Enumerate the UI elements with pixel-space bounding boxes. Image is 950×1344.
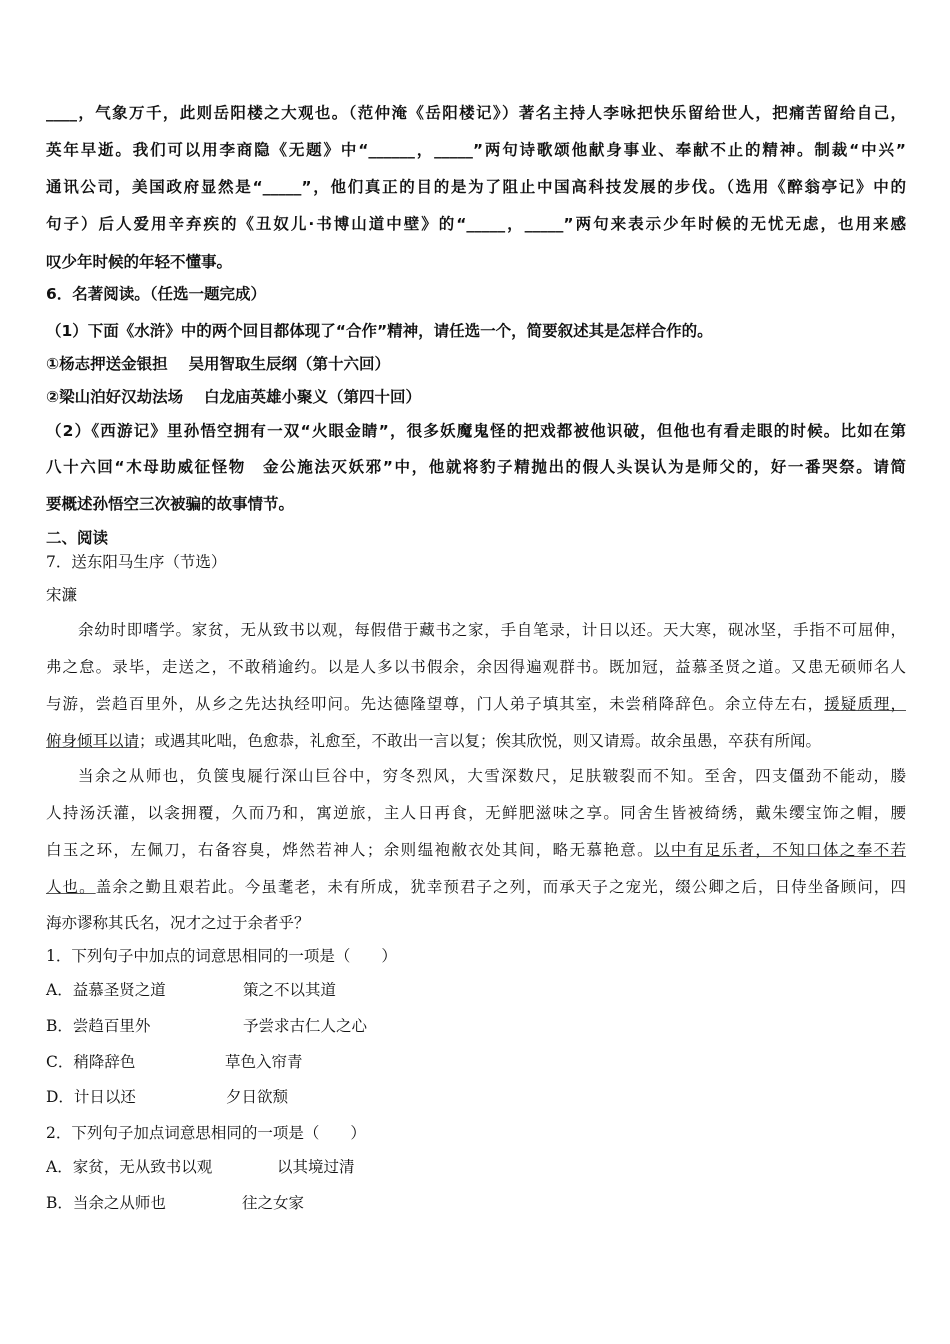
passage-line: 当余之从师也，负箧曳屣行深山巨谷中，穷冬烈风，大雪深数尺，足肤皲裂而不知。至舍，四支僵劲不能动，媵 (78, 767, 906, 785)
passage-text: 与游，尝趋百里外，从乡之先达执经叩问。先达德隆望尊，门人弟子填其室，未尝稍降辞色。余立侍左右， (46, 695, 825, 713)
passage-line: 海亦谬称其氏名，况才之过于余者乎？ (46, 914, 310, 932)
q7-title: 7．送东阳马生序（节选） (46, 553, 227, 571)
passage-line (46, 839, 906, 861)
passage-line: 余幼时即嗜学。家贫，无从致书以观，每假借于藏书之家，手自笔录，计日以还。天大寒，砚冰坚，手指不可屈伸， (78, 621, 906, 639)
option-pair: 以其境过清 (277, 1158, 355, 1176)
underlined-text: 人也。 (46, 878, 96, 896)
q6-part2-line: 要概述孙悟空三次被骗的故事情节。 (46, 495, 295, 513)
option-a (46, 1156, 906, 1178)
option-pair: 予尝求古仁人之心 (243, 1017, 368, 1035)
section-heading: 二、阅读 (46, 529, 109, 547)
option-pair: 往之女家 (242, 1194, 305, 1212)
poetry-line: 句子）后人爱用辛弃疾的《丑奴儿·书博山道中壁》的“_____，_____”两句来表示少年时候的无忧无虑，也用来感 (46, 215, 906, 233)
poetry-line: 英年早逝。我们可以用李商隐《无题》中“______，_____”两句诗歌颂他献身事业、奉献不止的精神。制裁“中兴” (46, 141, 906, 159)
option-pair: 夕日欲颓 (226, 1088, 289, 1106)
passage-line (46, 876, 906, 898)
q6-part2-line: 八十六回“木母助威征怪物 金公施法灭妖邪”中，他就将豹子精抛出的假人头误认为是师父的，好一番哭祭。请简 (46, 458, 906, 476)
passage-line (46, 730, 906, 752)
q6-item2: ②梁山泊好汉劫法场 白龙庙英雄小聚义（第四十回） (46, 388, 422, 406)
q6-part1: （1）下面《水浒》中的两个回目都体现了“合作”精神，请任选一个，简要叙述其是怎样合作的。 (46, 322, 713, 340)
q6-part2-line: （2）《西游记》里孙悟空拥有一双“火眼金睛”，很多妖魔鬼怪的把戏都被他识破，但他也有看走眼的时候。比如在第 (46, 422, 906, 440)
option-label: B．尝趋百里外 (46, 1017, 151, 1035)
poetry-line: 叹少年时候的年轻不懂事。 (46, 253, 233, 271)
question-stem: 1．下列句子中加点的词意思相同的一项是（ ） (46, 947, 397, 965)
q6-item1: ①杨志押送金银担 吴用智取生辰纲（第十六回） (46, 355, 391, 373)
option-d (46, 1086, 906, 1108)
option-b (46, 1192, 906, 1214)
passage-line: 弗之怠。录毕，走送之，不敢稍逾约。以是人多以书假余，余因得遍观群书。既加冠，益慕圣贤之道。又患无硕师名人 (46, 658, 906, 676)
option-pair: 草色入帘青 (225, 1053, 303, 1071)
underlined-text: 援疑质理， (824, 695, 906, 713)
poetry-line: ____，气象万千，此则岳阳楼之大观也。（范仲淹《岳阳楼记》）著名主持人李咏把快乐留给世人，把痛苦留给自己， (46, 104, 906, 122)
passage-text: ；或遇其叱咄，色愈恭，礼愈至，不敢出一言以复；俟其欣悦，则又请焉。故余虽愚，卒获有所闻。 (139, 732, 822, 750)
poetry-line: 通讯公司，美国政府显然是“_____”，他们真正的目的是为了阻止中国高科技发展的步伐。（选用《醉翁亭记》中的 (46, 178, 906, 196)
option-label: A．家贫，无从致书以观 (46, 1158, 213, 1176)
option-b (46, 1015, 906, 1037)
option-label: B．当余之从师也 (46, 1194, 166, 1212)
author: 宋濂 (46, 586, 78, 604)
underlined-text: 俯身倾耳以请 (46, 732, 140, 750)
question-stem: 2．下列句子加点词意思相同的一项是（ ） (46, 1124, 366, 1142)
option-c (46, 1051, 906, 1073)
option-label: A．益慕圣贤之道 (46, 981, 166, 999)
passage-text: 盖余之勤且艰若此。今虽耄老，未有所成，犹幸预君子之列，而承天子之宠光，缀公卿之后，日侍坐备顾问，四 (95, 878, 906, 896)
underlined-text: 以中有足乐者，不知口体之奉不若 (654, 841, 906, 859)
q6-title: 6．名著阅读。（任选一题完成） (46, 285, 267, 303)
option-label: C．稍降辞色 (46, 1053, 136, 1071)
passage-line (46, 693, 906, 715)
option-a (46, 979, 906, 1001)
option-pair: 策之不以其道 (243, 981, 337, 999)
passage-text: 白玉之环，左佩刀，右备容臭，烨然若神人；余则缊袍敝衣处其间，略无慕艳意。 (46, 841, 655, 859)
option-label: D．计日以还 (46, 1088, 136, 1106)
passage-line: 人持汤沃灌，以衾拥覆，久而乃和，寓逆旅，主人日再食，无鲜肥滋味之享。同舍生皆被绮绣，戴朱缨宝饰之帽，腰 (46, 804, 906, 822)
